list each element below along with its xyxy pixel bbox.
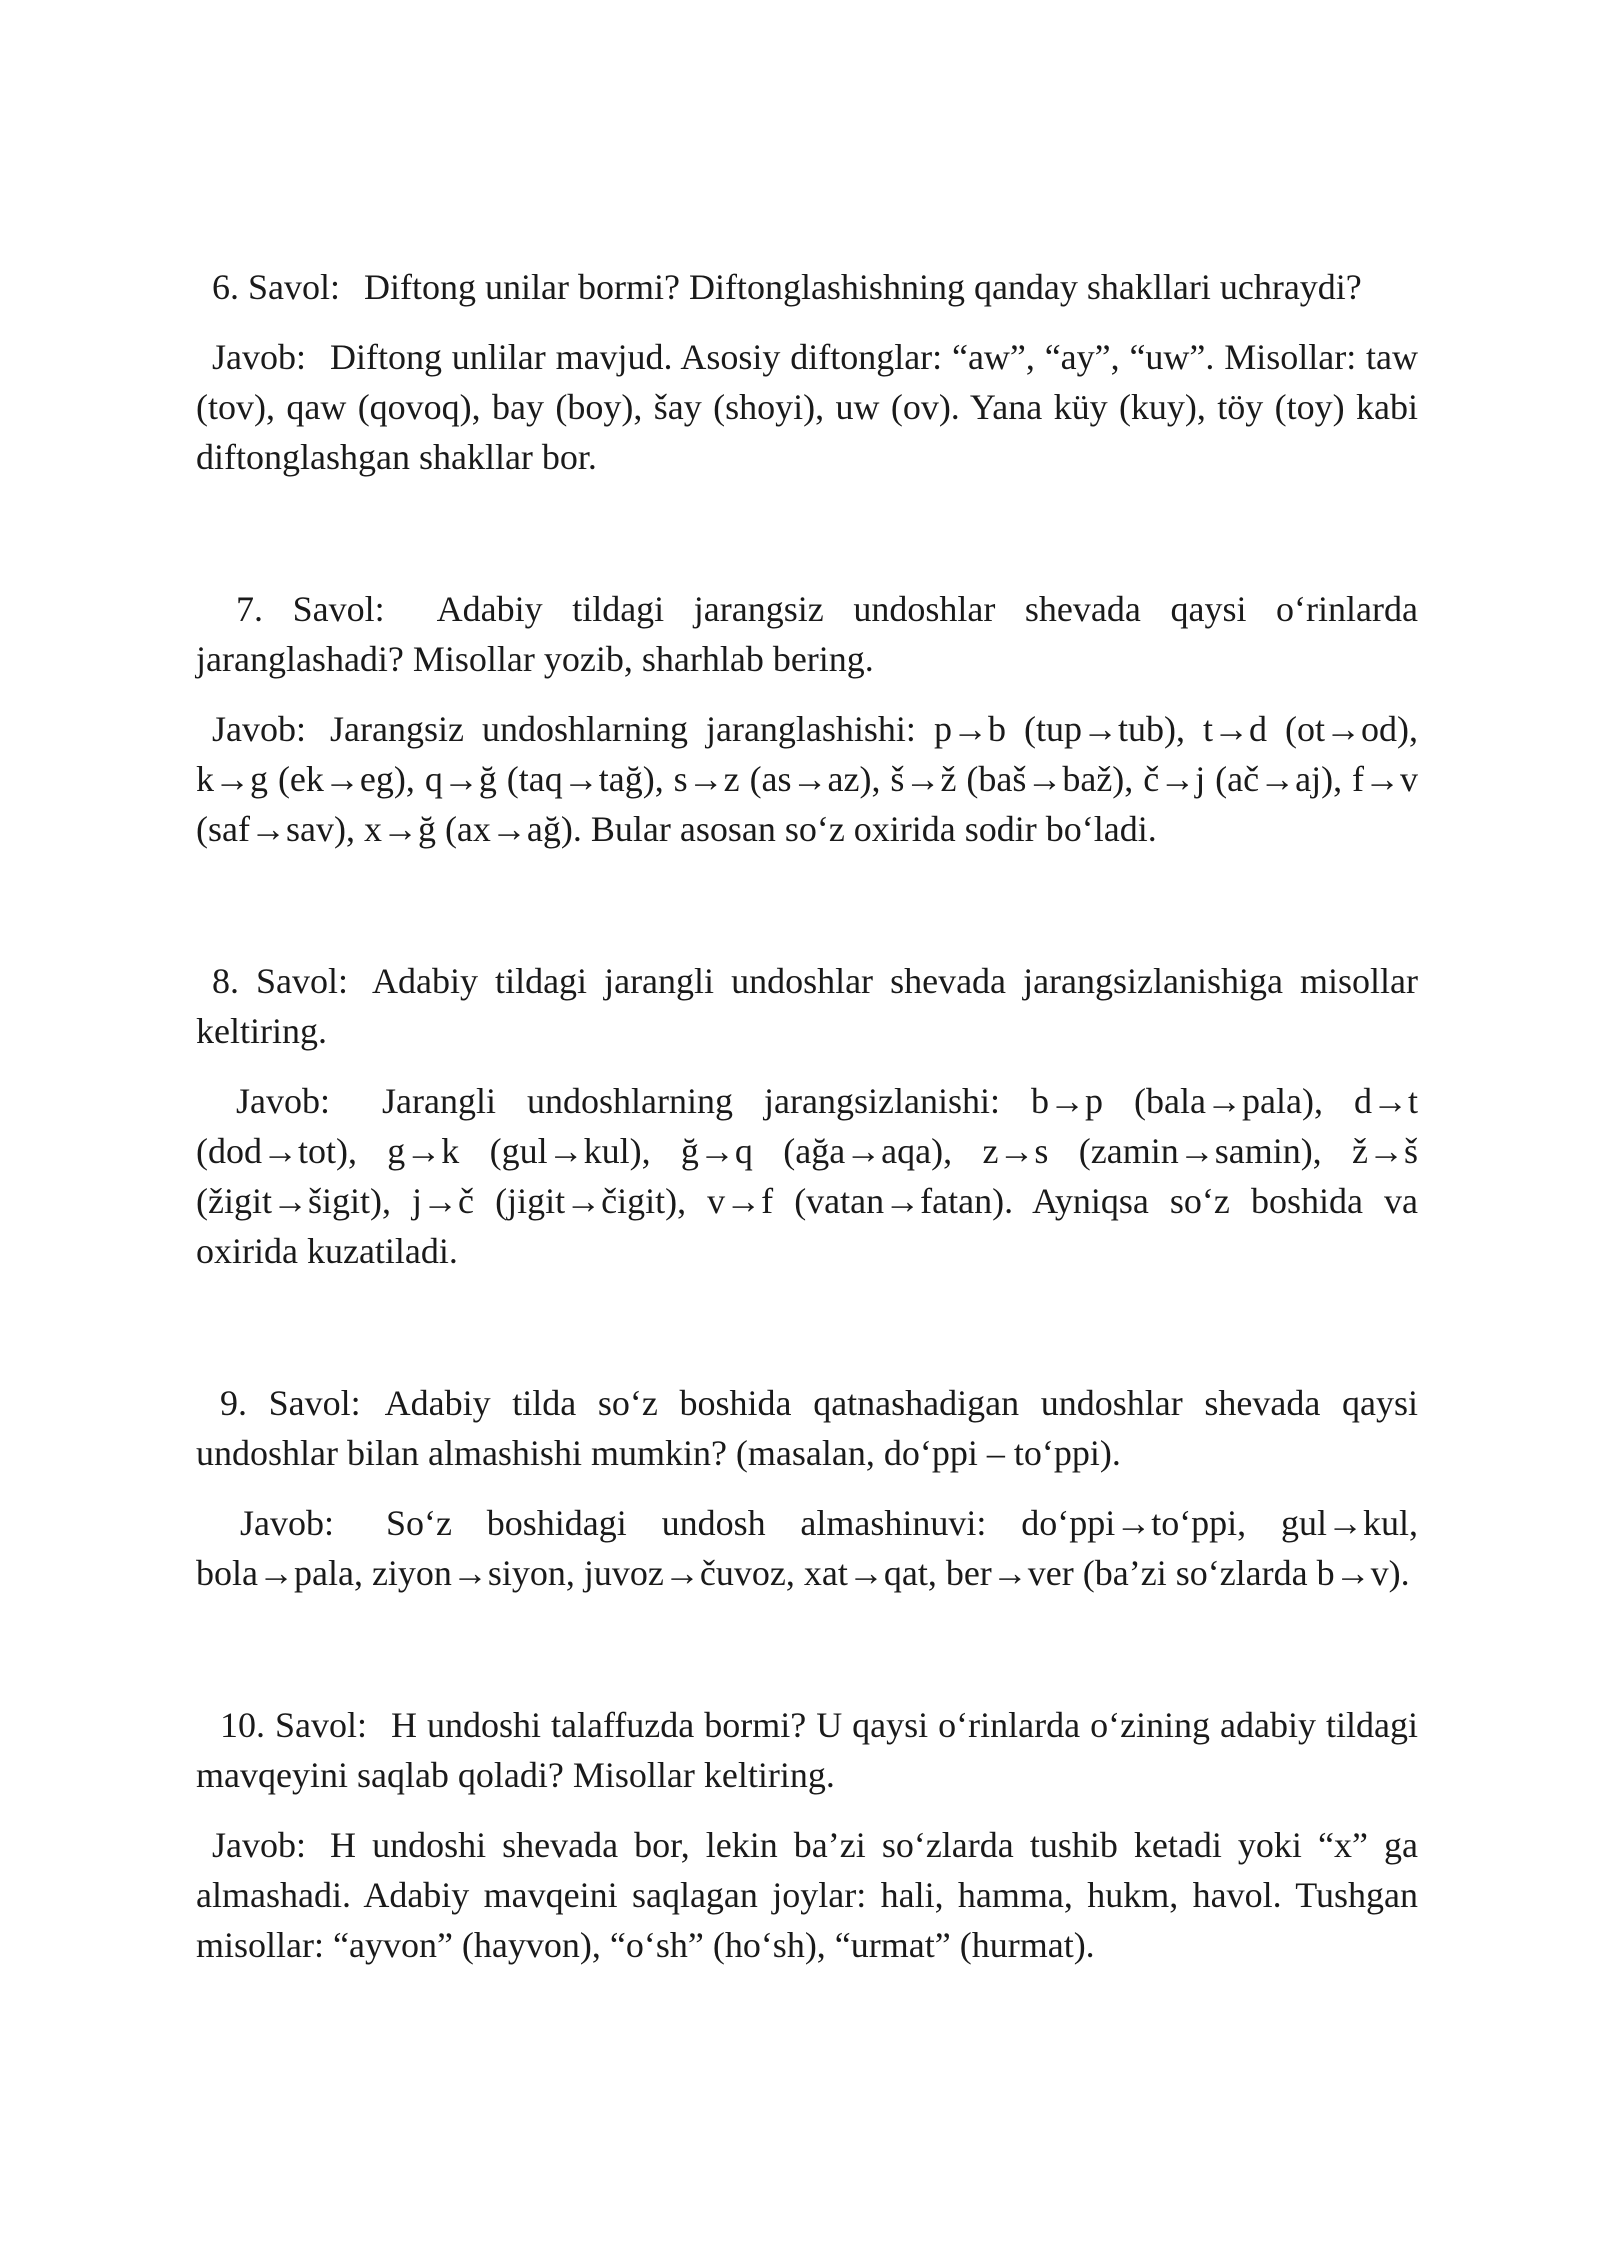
question-label: 7. Savol: <box>236 589 385 629</box>
answer-9 <box>196 1498 1418 1598</box>
question-text: Adabiy tilda so‘z boshida qatnashadigan undoshlar shevada qaysi undoshlar bilan almashishi mumkin? (masalan, do‘ppi – to‘ppi). <box>196 1383 1418 1473</box>
question-text: Adabiy tildagi jarangsiz undoshlar shevada qaysi o‘rinlarda jaranglashadi? Misollar yozib, sharhlab bering. <box>196 589 1418 679</box>
answer-text: Diftong unlilar mavjud. Asosiy diftonglar: “aw”, “ay”, “uw”. Misollar: taw (tov), qaw (qovoq), bay (boy), šay (shoyi), uw (ov). Yana küy (kuy), töy (toy) kabi diftonglashgan shakllar bor. <box>196 337 1418 477</box>
question-label: 6. Savol: <box>212 267 341 307</box>
qa-block-10 <box>196 1700 1418 1970</box>
answer-label: Javob: <box>212 1825 306 1865</box>
qa-block-8 <box>196 956 1418 1276</box>
answer-text: H undoshi shevada bor, lekin ba’zi so‘zlarda tushib ketadi yoki “x” ga almashadi. Adabiy mavqeini saqlagan joylar: hali, hamma, hukm, havol. Tushgan misollar: “ayvon” (hayvon), “o‘sh” (ho‘sh), “urmat” (hurmat). <box>196 1825 1418 1965</box>
answer-6 <box>196 332 1418 482</box>
document-page <box>196 262 1418 1970</box>
question-6 <box>196 262 1418 312</box>
question-9 <box>196 1378 1418 1478</box>
question-label: 9. Savol: <box>220 1383 361 1423</box>
answer-8 <box>196 1076 1418 1276</box>
question-7 <box>196 584 1418 684</box>
question-10 <box>196 1700 1418 1800</box>
answer-label: Javob: <box>240 1503 334 1543</box>
qa-block-7 <box>196 584 1418 854</box>
answer-text: Jarangli undoshlarning jarangsizlanishi: b→p (bala→pala), d→t (dod→tot), g→k (gul→kul), ğ→q (ağa→aqa), z→s (zamin→samin), ž→š (žigit→šigit), j→č (jigit→čigit), v→f (vatan→fatan). Ayniqsa so‘z boshida va oxirida kuzatiladi. <box>196 1081 1418 1271</box>
qa-block-9 <box>196 1378 1418 1598</box>
answer-label: Javob: <box>212 337 306 377</box>
answer-10 <box>196 1820 1418 1970</box>
question-8 <box>196 956 1418 1056</box>
answer-label: Javob: <box>236 1081 330 1121</box>
question-text: Diftong unilar bormi? Diftonglashishning qanday shakllari uchraydi? <box>364 267 1362 307</box>
qa-block-6 <box>196 262 1418 482</box>
answer-text: Jarangsiz undoshlarning jaranglashishi: p→b (tup→tub), t→d (ot→od), k→g (ek→eg), q→ğ (taq→tağ), s→z (as→az), š→ž (baš→baž), č→j (ač→aj), f→v (saf→sav), x→ğ (ax→ağ). Bular asosan so‘z oxirida sodir bo‘ladi. <box>196 709 1418 849</box>
answer-label: Javob: <box>212 709 306 749</box>
question-text: Adabiy tildagi jarangli undoshlar shevada jarangsizlanishiga misollar keltiring. <box>196 961 1418 1051</box>
question-label: 8. Savol: <box>212 961 349 1001</box>
answer-7 <box>196 704 1418 854</box>
answer-text: So‘z boshidagi undosh almashinuvi: do‘ppi→to‘ppi, gul→kul, bola→pala, ziyon→siyon, juvoz→čuvoz, xat→qat, ber→ver (ba’zi so‘zlarda b→v). <box>196 1503 1418 1593</box>
question-label: 10. Savol: <box>220 1705 367 1745</box>
question-text: H undoshi talaffuzda bormi? U qaysi o‘rinlarda o‘zining adabiy tildagi mavqeyini saqlab qoladi? Misollar keltiring. <box>196 1705 1418 1795</box>
